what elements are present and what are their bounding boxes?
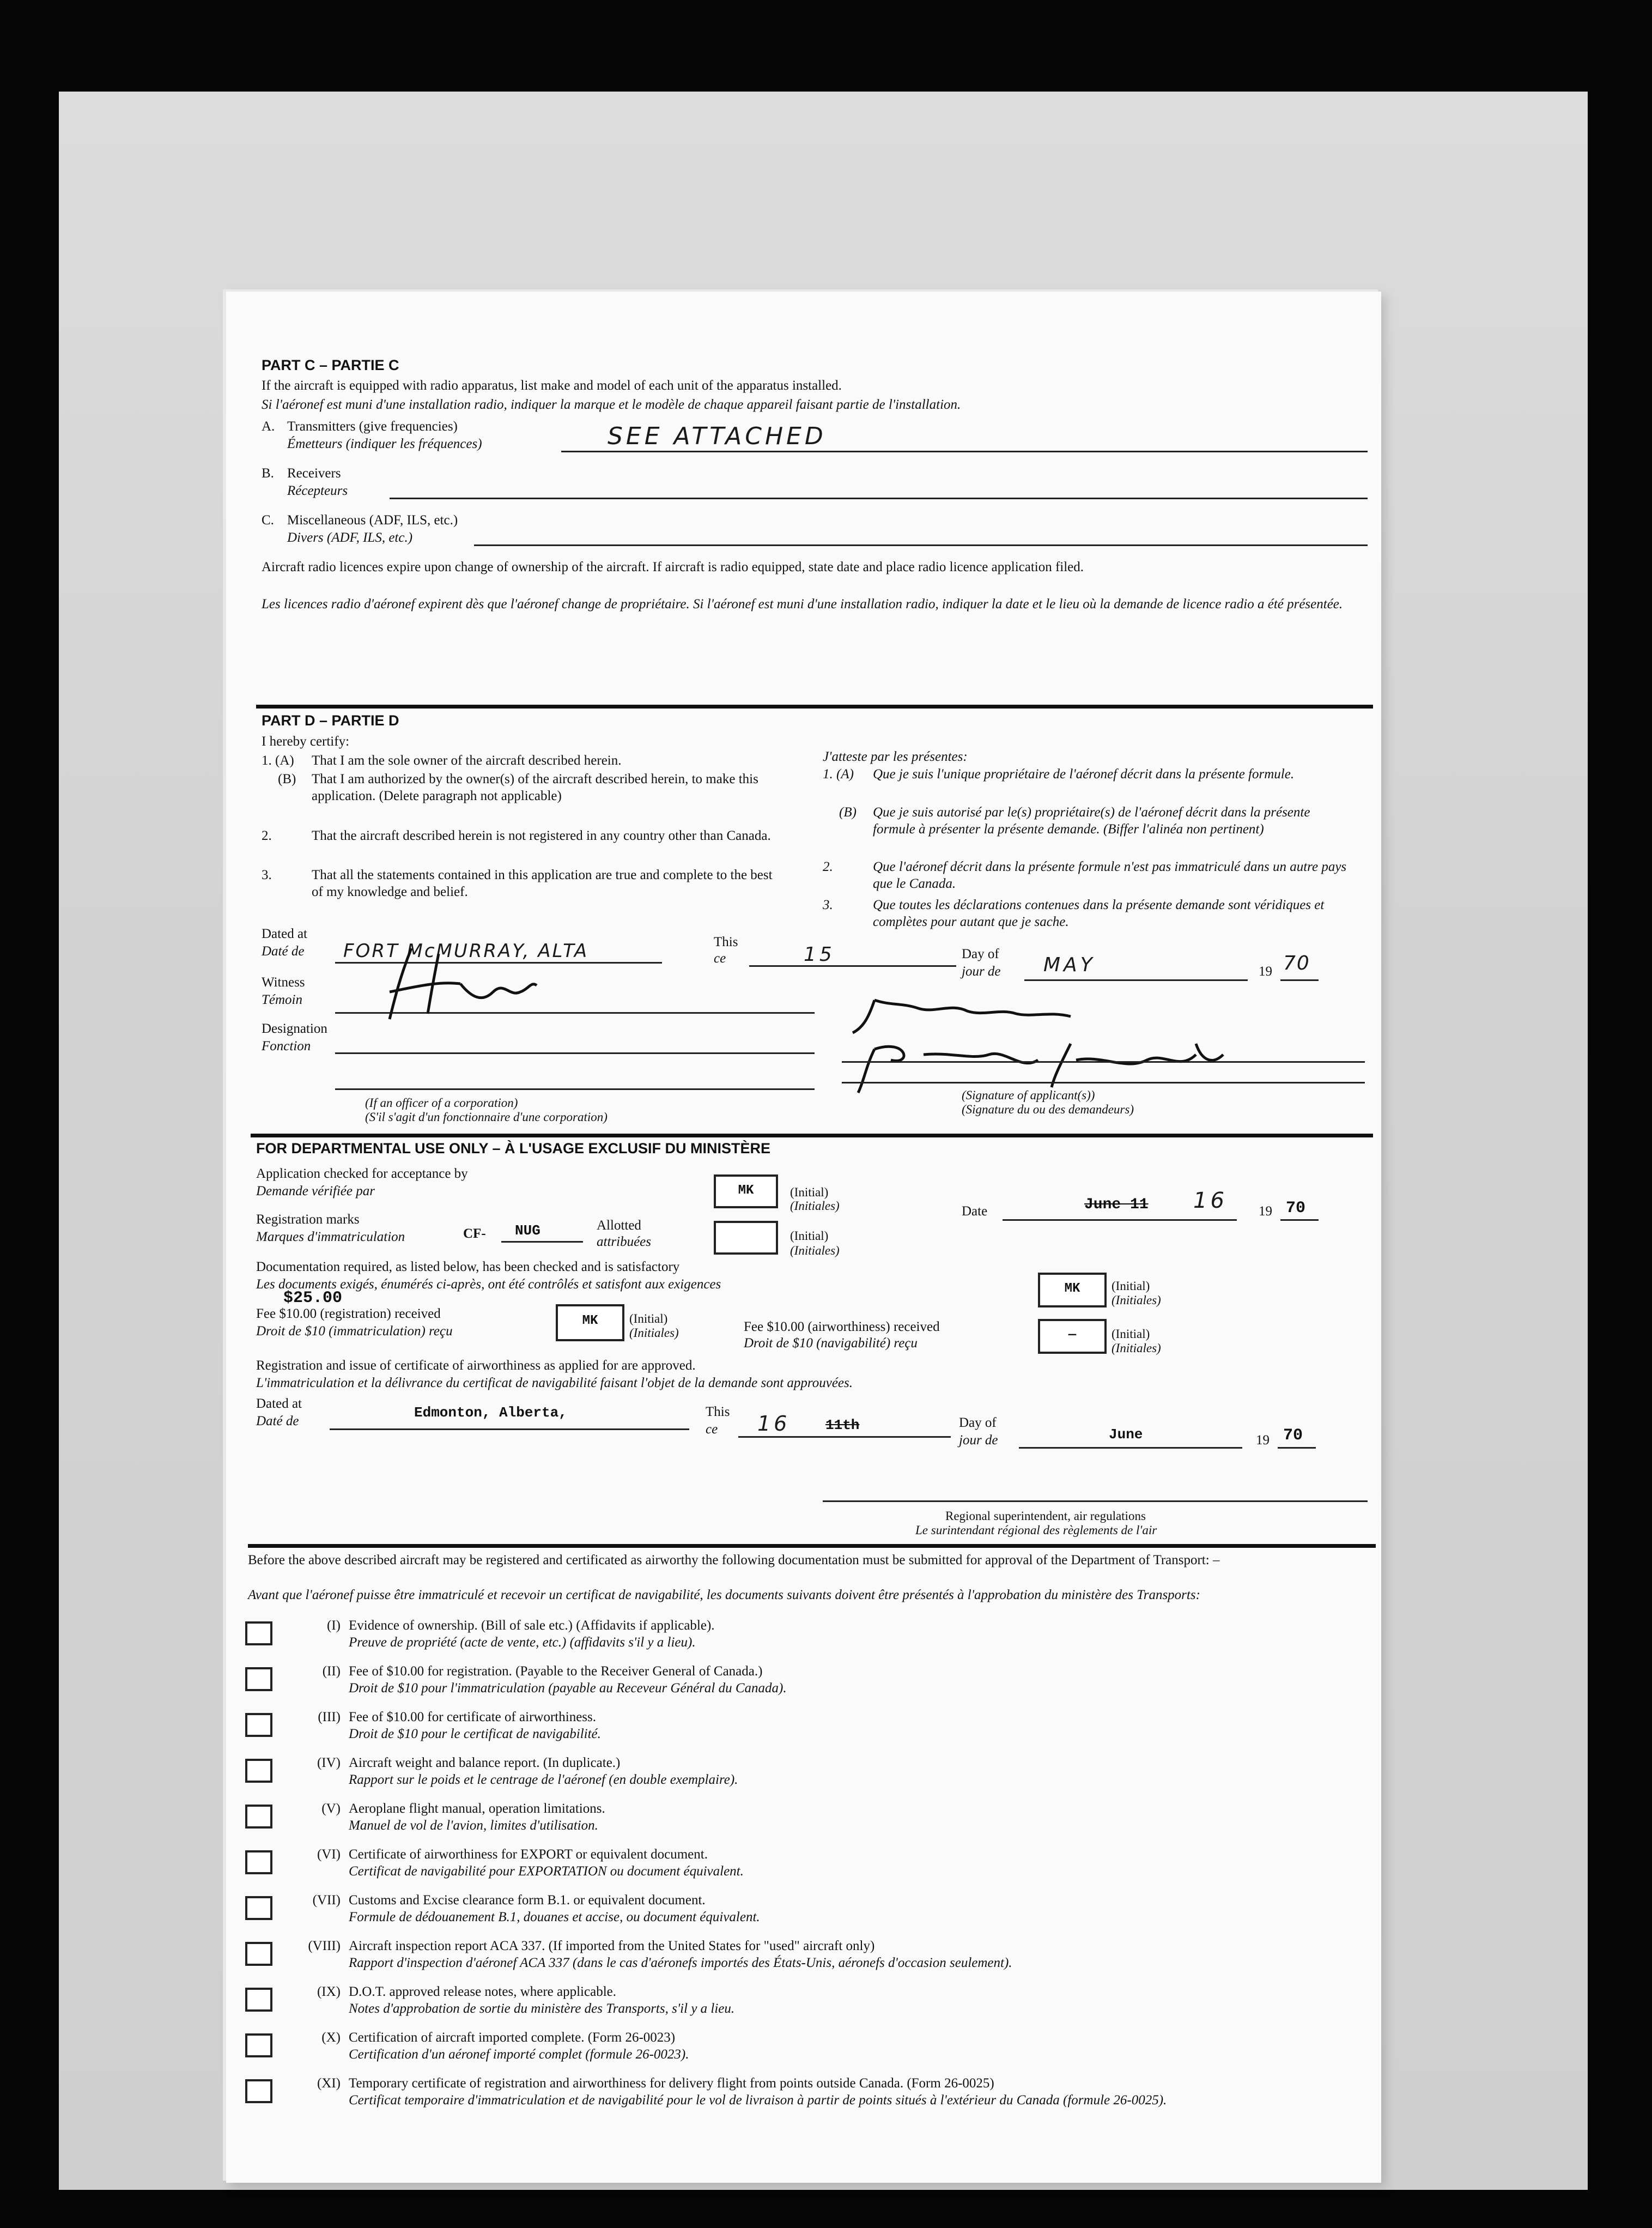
transmitters-value: SEE ATTACHED bbox=[608, 422, 827, 450]
fee-reg-en: Fee $10.00 (registration) received bbox=[256, 1306, 441, 1321]
certify-fr: J'atteste par les présentes: bbox=[823, 749, 968, 764]
dated-at-fr: Daté de bbox=[262, 944, 305, 959]
dept-dayof-line bbox=[1019, 1447, 1242, 1449]
receivers-label-fr: Récepteurs bbox=[287, 483, 348, 498]
this-en: This bbox=[714, 935, 738, 949]
fee-reg-initial-fr: (Initiales) bbox=[629, 1326, 679, 1340]
crop-mark-top-left bbox=[195, 270, 209, 319]
dept-date-line bbox=[1003, 1219, 1237, 1221]
regmarks-fr: Marques d'immatriculation bbox=[256, 1230, 405, 1244]
part-c-b-label: B. bbox=[262, 466, 274, 481]
dept-this-fr: ce bbox=[706, 1422, 718, 1437]
dated-at-value: FORT McMURRAY, ALTA bbox=[343, 940, 589, 962]
allotted-initial-fr: (Initiales) bbox=[790, 1244, 840, 1257]
dept-year-prefix-2: 19 bbox=[1256, 1433, 1270, 1448]
officer-fr: (S'il s'agit d'un fonctionnaire d'une corporation) bbox=[365, 1110, 608, 1124]
transmitters-label-en: Transmitters (give frequencies) bbox=[287, 419, 458, 434]
certify-fr-item: 2. Que l'aéronef décrit dans la présente formule n'est pas immatriculé dans un autre pays que le Canada. bbox=[823, 859, 1347, 891]
crop-mark-top-right bbox=[1424, 285, 1438, 334]
checked-initial-en: (Initial) bbox=[790, 1185, 829, 1199]
part-c-intro-fr: Si l'aéronef est muni d'une installation radio, indiquer la marque et le modèle de chaque appareil faisant partie de l'installation. bbox=[262, 397, 961, 412]
certify-en-item: 2. That the aircraft described herein is not registered in any country other than Canada. bbox=[262, 828, 771, 843]
certify-en-item: 3. That all the statements contained in this application are true and complete to the best of my knowledge and belief. bbox=[262, 868, 773, 899]
fee-air-en: Fee $10.00 (airworthiness) received bbox=[744, 1319, 940, 1334]
signature-label-en: (Signature of applicant(s)) bbox=[962, 1088, 1095, 1102]
requirement-checkbox-4[interactable] bbox=[245, 1759, 272, 1783]
fee-reg-initial-en: (Initial) bbox=[629, 1312, 668, 1325]
designation-line bbox=[335, 1052, 815, 1054]
transmitters-label-fr: Émetteurs (indiquer les fréquences) bbox=[287, 437, 482, 451]
licence-note-fr: Les licences radio d'aéronef expirent dès que l'aéronef change de propriétaire. Si l'aéronef est muni d'une installation radio, indiquer la date et le lieu où la demande de licence radio a été présentée. bbox=[262, 597, 1343, 612]
signature-line-2 bbox=[842, 1082, 1365, 1083]
dayof-value: MAY bbox=[1043, 954, 1096, 976]
part-d-heading: PART D – PARTIE D bbox=[262, 712, 399, 729]
dept-year-line-2 bbox=[1278, 1447, 1316, 1449]
officer-en: (If an officer of a corporation) bbox=[365, 1096, 518, 1110]
certify-en-list bbox=[262, 752, 806, 906]
witness-signature bbox=[379, 937, 542, 1025]
requirement-checkbox-8[interactable] bbox=[245, 1942, 272, 1966]
dept-date-struck: June 11 bbox=[1084, 1196, 1149, 1213]
this-value: 15 bbox=[804, 943, 835, 966]
dept-dated-en: Dated at bbox=[256, 1396, 302, 1411]
dept-dated-line bbox=[330, 1428, 689, 1430]
part-c-intro-en: If the aircraft is equipped with radio apparatus, list make and model of each unit of the apparatus installed. bbox=[262, 378, 842, 393]
dept-date-label: Date bbox=[962, 1204, 988, 1219]
approve-en: Registration and issue of certificate of airworthiness as applied for are approved. bbox=[256, 1358, 696, 1373]
certify-fr-item: 3. Que toutes les déclarations contenues dans la présente demande sont véridiques et complètes pour autant que je sache. bbox=[823, 898, 1325, 929]
part-c-a-label: A. bbox=[262, 419, 275, 434]
fee-air-initial-box[interactable]: — bbox=[1038, 1319, 1107, 1354]
dept-heading: FOR DEPARTMENTAL USE ONLY – À L'USAGE EXCLUSIF DU MINISTÈRE bbox=[256, 1140, 771, 1157]
requirements-intro-en: Before the above described aircraft may be registered and certificated as airworthy the following documentation must be submitted for approval of the Department of Transport: – bbox=[248, 1553, 1220, 1567]
dept-this-struck: 11th bbox=[825, 1417, 860, 1433]
dayof-line bbox=[1024, 979, 1248, 981]
dept-year-value: 70 bbox=[1286, 1199, 1306, 1218]
receivers-line bbox=[390, 498, 1368, 499]
fee-air-initial-en: (Initial) bbox=[1112, 1327, 1150, 1341]
this-fr: ce bbox=[714, 951, 726, 966]
supt-fr: Le surintendant régional des règlements de l'air bbox=[915, 1523, 1157, 1537]
requirement-checkbox-3[interactable] bbox=[245, 1713, 272, 1737]
doc-checked-fr: Les documents exigés, énumérés ci-après, ont été contrôlés et satisfont aux exigences bbox=[256, 1277, 721, 1292]
witness-fr: Témoin bbox=[262, 992, 302, 1007]
dept-dayof-value: June bbox=[1109, 1426, 1143, 1443]
dept-this-line bbox=[738, 1436, 951, 1438]
part-c-c-label: C. bbox=[262, 513, 274, 528]
misc-line bbox=[474, 544, 1368, 546]
regmarks-prefix: CF- bbox=[463, 1226, 486, 1241]
fee-reg-initial-box[interactable]: MK bbox=[556, 1304, 624, 1341]
fee-air-fr: Droit de $10 (navigabilité) reçu bbox=[744, 1336, 918, 1351]
dept-year-prefix: 19 bbox=[1259, 1204, 1272, 1219]
checked-en: Application checked for acceptance by bbox=[256, 1166, 468, 1181]
requirement-checkbox-10[interactable] bbox=[245, 2033, 272, 2057]
year-prefix: 19 bbox=[1259, 964, 1272, 979]
year-line bbox=[1280, 979, 1319, 981]
fee-amount: $25.00 bbox=[283, 1289, 343, 1307]
receivers-label-en: Receivers bbox=[287, 466, 341, 481]
applicant-signatures bbox=[842, 984, 1332, 1098]
signature-line-1 bbox=[842, 1061, 1365, 1063]
designation-en: Designation bbox=[262, 1021, 327, 1036]
certify-fr-item: 1. (A) Que je suis l'unique propriétaire de l'aéronef décrit dans la présente formule. bbox=[823, 767, 1295, 782]
part-c-heading: PART C – PARTIE C bbox=[262, 357, 399, 373]
certify-en-item: 1. (A) That I am the sole owner of the aircraft described herein. bbox=[262, 753, 622, 768]
dated-at-en: Dated at bbox=[262, 927, 307, 941]
checked-initial-box[interactable]: MK bbox=[714, 1174, 778, 1208]
certify-en: I hereby certify: bbox=[262, 734, 350, 749]
requirements-divider bbox=[248, 1544, 1376, 1548]
fee-air-initial-fr: (Initiales) bbox=[1112, 1341, 1161, 1355]
allotted-fr: attribuées bbox=[597, 1234, 651, 1249]
approve-fr: L'immatriculation et la délivrance du certificat de navigabilité faisant l'objet de la demande sont approuvées. bbox=[256, 1376, 853, 1390]
misc-label-en: Miscellaneous (ADF, ILS, etc.) bbox=[287, 513, 458, 528]
dept-dayof-en: Day of bbox=[959, 1415, 997, 1430]
dept-year-line bbox=[1280, 1219, 1319, 1221]
dept-dated-fr: Daté de bbox=[256, 1414, 299, 1428]
dayof-fr: jour de bbox=[962, 964, 1001, 979]
doc-initial-fr: (Initiales) bbox=[1112, 1293, 1161, 1307]
year-value: 70 bbox=[1283, 952, 1310, 974]
requirement-checkbox-5[interactable] bbox=[245, 1805, 272, 1829]
requirement-checkbox-9[interactable] bbox=[245, 1988, 272, 2012]
allotted-initial-en: (Initial) bbox=[790, 1229, 829, 1243]
supt-en: Regional superintendent, air regulations bbox=[945, 1509, 1146, 1523]
crop-mark-bottom-right bbox=[1426, 1912, 1441, 1961]
regmarks-value: NUG bbox=[515, 1222, 540, 1239]
supt-signature-line bbox=[823, 1500, 1368, 1502]
requirement-checkbox-7[interactable] bbox=[245, 1896, 272, 1920]
misc-label-fr: Divers (ADF, ILS, etc.) bbox=[287, 530, 413, 545]
dept-this-value: 16 bbox=[757, 1412, 791, 1436]
fee-reg-fr: Droit de $10 (immatriculation) reçu bbox=[256, 1324, 453, 1339]
requirement-checkbox-11[interactable] bbox=[245, 2079, 272, 2103]
dept-dayof-fr: jour de bbox=[959, 1433, 998, 1448]
dept-divider bbox=[251, 1134, 1373, 1137]
witness-en: Witness bbox=[262, 975, 305, 990]
designation-fr: Fonction bbox=[262, 1039, 311, 1054]
signature-label-fr: (Signature du ou des demandeurs) bbox=[962, 1103, 1134, 1116]
dept-date-value: 16 bbox=[1193, 1188, 1228, 1213]
transmitters-line bbox=[561, 451, 1368, 452]
requirement-checkbox-1[interactable] bbox=[245, 1621, 272, 1645]
doc-checked-en: Documentation required, as listed below, has been checked and is satisfactory bbox=[256, 1260, 680, 1274]
dept-year-value-2: 70 bbox=[1283, 1426, 1303, 1445]
doc-initial-en: (Initial) bbox=[1112, 1279, 1150, 1293]
requirement-checkbox-6[interactable] bbox=[245, 1850, 272, 1874]
licence-note-en: Aircraft radio licences expire upon change of ownership of the aircraft. If aircraft is radio equipped, state date and place radio licence application filed. bbox=[262, 560, 1084, 574]
checked-initial-fr: (Initiales) bbox=[790, 1199, 840, 1213]
requirement-checkbox-2[interactable] bbox=[245, 1667, 272, 1691]
dayof-en: Day of bbox=[962, 947, 999, 961]
dept-this-en: This bbox=[706, 1404, 730, 1419]
requirements-intro-fr: Avant que l'aéronef puisse être immatriculé et recevoir un certificat de navigabilité, les documents suivants doivent être présentés à l'approbation du ministère des Transports: bbox=[248, 1588, 1200, 1602]
certify-en-item: (B) That I am authorized by the owner(s) of the aircraft described herein, to make this application. (Delete paragraph not applicable) bbox=[278, 772, 758, 803]
allotted-initial-box[interactable] bbox=[714, 1221, 778, 1255]
regmarks-line bbox=[501, 1241, 583, 1243]
certify-fr-item: (B) Que je suis autorisé par le(s) propriétaire(s) de l'aéronef décrit dans la présente formule à présenter la présente demande. (Biffer l'alinéa non pertinent) bbox=[839, 805, 1310, 837]
checked-fr: Demande vérifiée par bbox=[256, 1184, 375, 1198]
doc-initial-box[interactable]: MK bbox=[1038, 1273, 1107, 1307]
dept-dated-value: Edmonton, Alberta, bbox=[414, 1404, 567, 1421]
part-d-divider bbox=[256, 705, 1373, 709]
certify-fr-list bbox=[823, 766, 1362, 935]
application-form-page: PART C – PARTIE C If the aircraft is equipped with radio apparatus, list make and model of each unit of the apparatus installed. Si l'aéronef est muni d'une installation radio, indiquer la marque et le modèle de chaque appareil faisant partie de l'installation. A. Transmitters (give frequencies) Émetteurs (indiquer les fréquences) SEE ATTACHED B. Receivers Récepteurs C. Miscellaneous (ADF, ILS, etc.) Divers (ADF, ILS, etc.) Aircraft radio licences expire upon change of ownership of the aircraft. If aircraft is radio equipped, state date and place radio licence application filed. Les licences radio d'aéronef expirent dès que l'aéronef change de propriétaire. Si l'aéronef est muni d'une installation radio, indiquer la date et le lieu où la demande de licence radio a été présentée. PART D – PARTIE D I hereby certify: J'atteste par les présentes: 1. (A) That I am the sole owner of the aircraft described herein. (B) That I am authorized by the owner(s) of the aircraft described herein, to make this application. (Delete paragraph not applicable) 2. That the aircraft described herein is not registered in any country other than Canada. 3. That all the statements contained in this application are true and complete to the best of my knowledge and belief. 1. (A) Que je suis l'unique propriétaire de l'aéronef décrit dans la présente formule. (B) Que je suis autorisé par le(s) propriétaire(s) de l'aéronef décrit dans la présente formule à présenter la présente demande. (Biffer l'alinéa non pertinent) 2. Que l'aéronef décrit dans la présente formule n'est pas immatriculé dans un autre pays que le Canada. 3. Que toutes les déclarations contenues dans la présente demande sont véridiques et complètes pour autant que je sache. Dated at Daté de FORT McMURRAY, ALTA This ce 15 Day of jour de MAY 19 70 Witness Témoin Designation Fonction (If an officer of a corporation) (S'il s'agit d'un fonctionnaire d'une corporation) (Signature of applicant(s)) (Signature du ou des demandeurs) FOR DEPARTMENTAL USE ONLY – À L'USAGE EXCLUSIF DU MINISTÈRE Application checked for acceptance by Demande vérifiée par MK (Initial) (Initiales) Date June 11 16 19 70 Registration marks Marques d'immatriculation CF- NUG Allotted attribuées (Initial) (Initiales) Documentation required, as listed below, has been checked and is satisfactory Les documents exigés, énumérés ci-après, ont été contrôlés et satisfont aux exigences MK (Initial) (Initiales) $25.00 Fee $10.00 (registration) received Droit de $10 (immatriculation) reçu MK (Initial) (Initiales) Fee $10.00 (airworthiness) received Droit de $10 (navigabilité) reçu — (Initial) (Initiales) Registration and issue of certificate of airworthiness as applied for are approved. L'immatriculation et la délivrance du certificat de navigabilité faisant l'objet de la demande sont approuvées. Dated at Daté de Edmonton, Alberta, This ce 16 11th Day of jour de June 19 70 Regional superintendent, air regulations Le surintendant régional des règlements de l'air Before the above described aircraft may be registered and certificated as airworthy the following documentation must be submitted for approval of the Department of Transport: – Avant que l'aéronef puisse être immatriculé et recevoir un certificat de navigabilité, les documents suivants doivent être présentés à l'approbation du ministère des Transports: (I) Evidence of ownership. (Bill of sale etc.) (Affidavits if applicable). Preuve de propriété (acte de vente, etc.) (affidavits s'il y a lieu). (II) Fee of $10.00 for registration. (Payable to the Receiver General of Canada.) Droit de $10 pour l'immatriculation (payable au Receveur Général du Canada). (III) Fee of $10.00 for certificate of airworthiness. Droit de $10 pour le certificat de navigabilité. (IV) Aircraft weight and balance report. (In duplicate.) Rapport sur le poids et le centrage de l'aéronef (en double exemplaire). (V) Aeroplane flight manual, operation limitations. Manuel de vol de l'avion, limites d'utilisation. (VI) Certificate of airworthiness for EXPORT or equivalent document. Certificat de navigabilité pour EXPORTATION ou document équivalent. (VII) Customs and Excise clearance form B.1. or equivalent document. Formule de dédouanement B.1, douanes et accise, ou document équivalent. (VIII) Aircraft inspection report ACA 337. (If imported from the United States for "used" aircraft only) Rapport d'inspection d'aéronef ACA 337 (dans le cas d'aéronefs importés des États-Unis, aéronefs d'occasion seulement). (IX) D.O.T. approved release notes, where applicable. Notes d'approbation de sortie du ministère des Transports, s'il y a lieu. (X) Certification of aircraft imported complete. (Form 26-0023) Certification d'un aéronef importé complet (formule 26-0023). (XI) Temporary certificate of registration and airworthiness for delivery flight from points outside Canada. (Form 26-0025) Certificat temporaire d'immatriculation et de navigabilité pour le vol de livraison à partir de points situés à l'extérieur du Canada (formule 26-0025). bbox=[226, 292, 1381, 2183]
regmarks-en: Registration marks bbox=[256, 1212, 360, 1227]
designation-line-2 bbox=[335, 1088, 815, 1090]
this-line bbox=[749, 965, 956, 967]
allotted-en: Allotted bbox=[597, 1218, 641, 1233]
